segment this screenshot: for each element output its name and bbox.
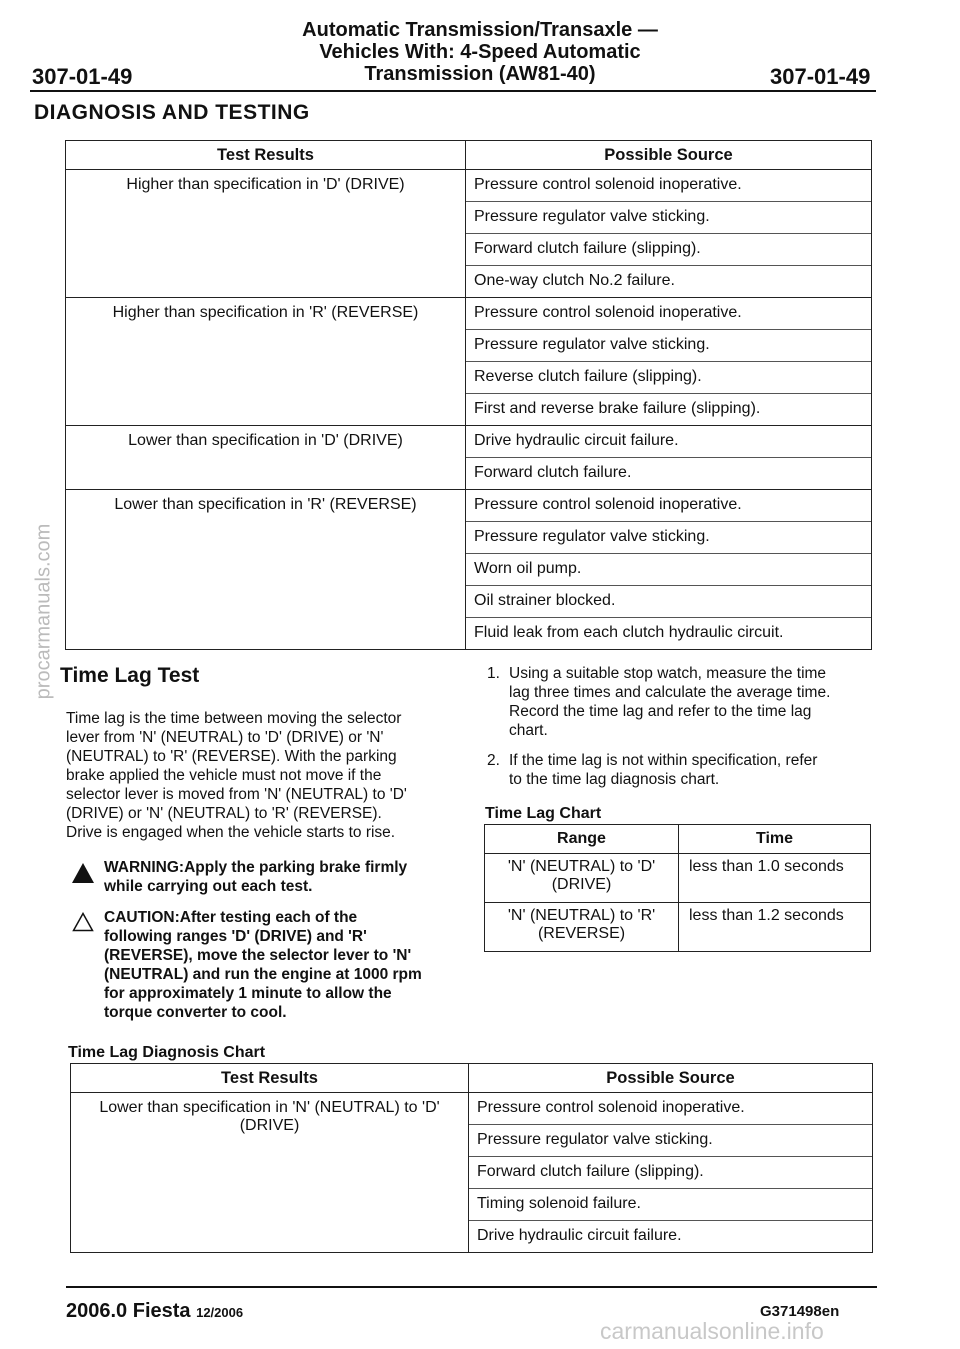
diag-chart-title: Time Lag Diagnosis Chart — [68, 1044, 266, 1061]
step-1 — [487, 664, 877, 740]
step-number: 1. — [487, 665, 500, 682]
pressure-diagnosis-table — [65, 140, 872, 650]
possible-source: Pressure control solenoid inoperative. — [466, 490, 871, 522]
table-row — [66, 298, 872, 426]
test-result: Lower than specification in 'R' (REVERSE) — [66, 490, 466, 650]
footer-model-name: 2006.0 Fiesta — [66, 1300, 191, 1322]
time-value: less than 1.0 seconds — [679, 854, 871, 903]
warning-icon — [71, 862, 95, 884]
header-rule — [30, 90, 876, 92]
col-header-range: Range — [485, 825, 679, 854]
time-lag-chart-table — [484, 824, 871, 952]
table-row — [485, 903, 871, 952]
warning-line: WARNING:Apply the parking brake firmly — [104, 859, 408, 876]
range-value: (DRIVE) — [551, 876, 612, 893]
col-header-time: Time — [679, 825, 871, 854]
possible-source: Worn oil pump. — [466, 554, 871, 586]
time-lag-heading: Time Lag Test — [60, 664, 200, 687]
col-header-possible-source: Possible Source — [466, 141, 872, 170]
bottom-watermark: carmanualsonline.info — [600, 1318, 824, 1344]
step-line: to the time lag diagnosis chart. — [509, 771, 720, 788]
header-title-line2: Vehicles With: 4-Speed Automatic — [319, 41, 641, 63]
step-2 — [487, 751, 877, 789]
footer-code: G371498en — [760, 1303, 840, 1320]
caution-line: (REVERSE), move the selector lever to 'N' — [104, 947, 412, 964]
side-watermark: procarmanuals.com — [32, 523, 55, 700]
possible-source: Timing solenoid failure. — [469, 1189, 872, 1221]
paragraph-line: lever from 'N' (NEUTRAL) to 'D' (DRIVE) or 'N' — [66, 729, 384, 746]
range-value: (REVERSE) — [537, 925, 626, 942]
time-lag-chart-title: Time Lag Chart — [485, 805, 602, 822]
time-lag-paragraph — [66, 709, 466, 842]
table-row — [71, 1093, 873, 1253]
possible-source: Oil strainer blocked. — [466, 586, 871, 618]
possible-source: First and reverse brake failure (slipping). — [474, 400, 761, 417]
possible-source: Forward clutch failure. — [474, 464, 632, 481]
possible-source: Pressure control solenoid inoperative. — [466, 298, 871, 330]
possible-source: Fluid leak from each clutch hydraulic circuit. — [474, 624, 784, 641]
col-header-possible-source: Possible Source — [469, 1064, 873, 1093]
possible-source: Drive hydraulic circuit failure. — [466, 426, 871, 458]
col-header-test-results: Test Results — [71, 1064, 469, 1093]
possible-source: Pressure regulator valve sticking. — [466, 330, 871, 362]
footer-model — [66, 1300, 243, 1323]
possible-source: Pressure control solenoid inoperative. — [466, 170, 871, 202]
warning-note — [104, 858, 464, 896]
caution-line: following ranges 'D' (DRIVE) and 'R' — [104, 928, 367, 945]
test-result: Lower than specification in 'D' (DRIVE) — [66, 426, 466, 490]
test-result: Higher than specification in 'D' (DRIVE) — [66, 170, 466, 298]
caution-line: torque converter to cool. — [104, 1004, 287, 1021]
page-number-right: 307-01-49 — [770, 64, 871, 89]
possible-source: Forward clutch failure (slipping). — [466, 234, 871, 266]
table-row — [66, 490, 872, 650]
possible-source: One-way clutch No.2 failure. — [474, 272, 675, 289]
possible-source: Pressure regulator valve sticking. — [469, 1125, 872, 1157]
table-row — [66, 426, 872, 490]
paragraph-line: (NEUTRAL) to 'R' (REVERSE). With the parking — [66, 748, 397, 765]
time-lag-diagnosis-table — [70, 1063, 873, 1253]
header-title-line1: Automatic Transmission/Transaxle — — [302, 19, 658, 41]
paragraph-line: Drive is engaged when the vehicle starts to rise. — [66, 824, 396, 841]
caution-line: for approximately 1 minute to allow the — [104, 985, 392, 1002]
range-value: 'N' (NEUTRAL) to 'D' — [507, 858, 656, 875]
step-line: Record the time lag and refer to the time lag — [509, 703, 812, 720]
possible-source: Forward clutch failure (slipping). — [469, 1157, 872, 1189]
warning-line: while carrying out each test. — [104, 878, 313, 895]
caution-line: (NEUTRAL) and run the engine at 1000 rpm — [104, 966, 422, 983]
possible-source: Pressure regulator valve sticking. — [466, 202, 871, 234]
header-title-line3: Transmission (AW81-40) — [364, 63, 596, 85]
test-result: Higher than specification in 'R' (REVERSE) — [66, 298, 466, 426]
table-row — [66, 170, 872, 298]
possible-source: Pressure control solenoid inoperative. — [469, 1093, 872, 1125]
footer-rule — [66, 1286, 877, 1288]
step-number: 2. — [487, 752, 500, 769]
page-number-left: 307-01-49 — [32, 64, 133, 89]
step-line: Using a suitable stop watch, measure the time — [509, 665, 827, 682]
paragraph-line: Time lag is the time between moving the selector — [66, 710, 402, 727]
time-value: less than 1.2 seconds — [679, 903, 871, 952]
paragraph-line: (DRIVE) or 'N' (NEUTRAL) to 'R' (REVERSE). — [66, 805, 382, 822]
step-line: If the time lag is not within specification, refer — [509, 752, 818, 769]
paragraph-line: selector lever is moved from 'N' (NEUTRAL) to 'D' — [66, 786, 407, 803]
test-result: Lower than specification in 'N' (NEUTRAL) to 'D' — [99, 1099, 440, 1116]
caution-line: CAUTION:After testing each of the — [104, 909, 358, 926]
test-result: (DRIVE) — [239, 1117, 300, 1134]
step-line: lag three times and calculate the average time. — [509, 684, 831, 701]
section-title: DIAGNOSIS AND TESTING — [34, 101, 310, 124]
possible-source: Pressure regulator valve sticking. — [466, 522, 871, 554]
table-row — [485, 854, 871, 903]
paragraph-line: brake applied the vehicle must not move if the — [66, 767, 382, 784]
footer-date: 12/2006 — [196, 1305, 244, 1320]
caution-note — [104, 908, 464, 1022]
step-line: chart. — [509, 722, 548, 739]
range-value: 'N' (NEUTRAL) to 'R' — [507, 907, 656, 924]
possible-source: Drive hydraulic circuit failure. — [477, 1227, 682, 1244]
possible-source: Reverse clutch failure (slipping). — [466, 362, 871, 394]
caution-icon — [72, 912, 94, 932]
col-header-test-results: Test Results — [66, 141, 466, 170]
